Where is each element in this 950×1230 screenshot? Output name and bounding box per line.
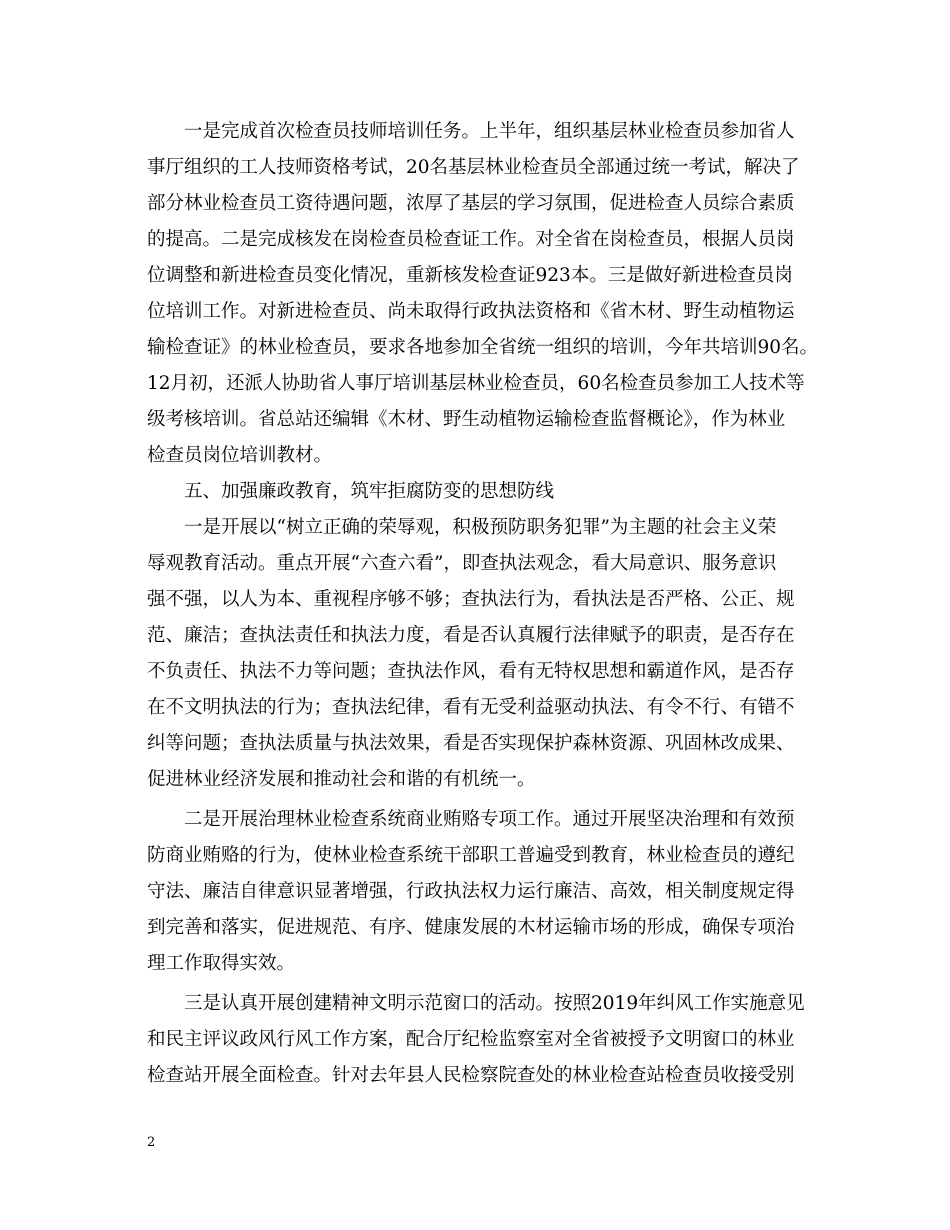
paragraph-line: 一是完成首次检查员技师培训任务。上半年，组织基层林业检查员参加省人 xyxy=(184,121,795,142)
paragraph-line: 输检查证》的林业检查员，要求各地参加全省统一组织的培训，今年共培训90名。 xyxy=(147,337,819,358)
paragraph-line: 在不文明执法的行为；查执法纪律，看有无受利益驱动执法、有令不行、有错不 xyxy=(147,697,795,718)
paragraph-line: 强不强，以人为本、重视程序够不够；查执法行为，看执法是否严格、公正、规 xyxy=(147,589,795,610)
section-heading: 五、加强廉政教育，筑牢拒腐防变的思想防线 xyxy=(184,481,555,502)
paragraph-line: 的提高。二是完成核发在岗检查员检查证工作。对全省在岗检查员，根据人员岗 xyxy=(147,229,795,250)
document-body xyxy=(147,114,819,1094)
paragraph-line: 12月初，还派人协助省人事厅培训基层林业检查员，60名检查员参加工人技术等 xyxy=(147,373,805,394)
paragraph-line: 不负责任、执法不力等问题；查执法作风，看有无特权思想和霸道作风，是否存 xyxy=(147,661,795,682)
page-number: 2 xyxy=(147,1135,156,1150)
paragraph-line: 和民主评议政风行风工作方案，配合厅纪检监察室对全省被授予文明窗口的林业 xyxy=(147,1029,795,1050)
paragraph-line: 位调整和新进检查员变化情况，重新核发检查证923本。三是做好新进检查员岗 xyxy=(147,265,793,286)
paragraph-line: 促进林业经济发展和推动社会和谐的有机统一。 xyxy=(147,769,536,790)
paragraph-line: 检查站开展全面检查。针对去年县人民检察院查处的林业检查站检查员收接受别 xyxy=(147,1065,795,1086)
paragraph-line: 部分林业检查员工资待遇问题，浓厚了基层的学习氛围，促进检查人员综合素质 xyxy=(147,193,795,214)
paragraph-line: 辱观教育活动。重点开展“六查六看”，即查执法观念，看大局意识、服务意识 xyxy=(147,553,777,574)
paragraph-line: 三是认真开展创建精神文明示范窗口的活动。按照2019年纠风工作实施意见 xyxy=(184,993,805,1014)
paragraph-line: 守法、廉洁自律意识显著增强，行政执法权力运行廉洁、高效，相关制度规定得 xyxy=(147,881,795,902)
paragraph-line: 一是开展以“树立正确的荣辱观，积极预防职务犯罪”为主题的社会主义荣 xyxy=(184,517,777,538)
paragraph-line: 事厅组织的工人技师资格考试，20名基层林业检查员全部通过统一考试，解决了 xyxy=(147,157,800,178)
paragraph-line: 纠等问题；查执法质量与执法效果，看是否实现保护森林资源、巩固林改成果、 xyxy=(147,733,795,754)
paragraph-line: 二是开展治理林业检查系统商业贿赂专项工作。通过开展坚决治理和有效预 xyxy=(184,809,795,830)
paragraph-line: 范、廉洁；查执法责任和执法力度，看是否认真履行法律赋予的职责，是否存在 xyxy=(147,625,795,646)
paragraph-line: 理工作取得实效。 xyxy=(147,953,296,974)
paragraph-line: 位培训工作。对新进检查员、尚未取得行政执法资格和《省木材、野生动植物运 xyxy=(147,301,795,322)
paragraph-line: 检查员岗位培训教材。 xyxy=(147,445,333,466)
paragraph-line: 级考核培训。省总站还编辑《木材、野生动植物运输检查监督概论》，作为林业 xyxy=(147,409,786,430)
paragraph-line: 到完善和落实，促进规范、有序、健康发展的木材运输市场的形成，确保专项治 xyxy=(147,917,795,938)
paragraph-line: 防商业贿赂的行为，使林业检查系统干部职工普遍受到教育，林业检查员的遵纪 xyxy=(147,845,795,866)
